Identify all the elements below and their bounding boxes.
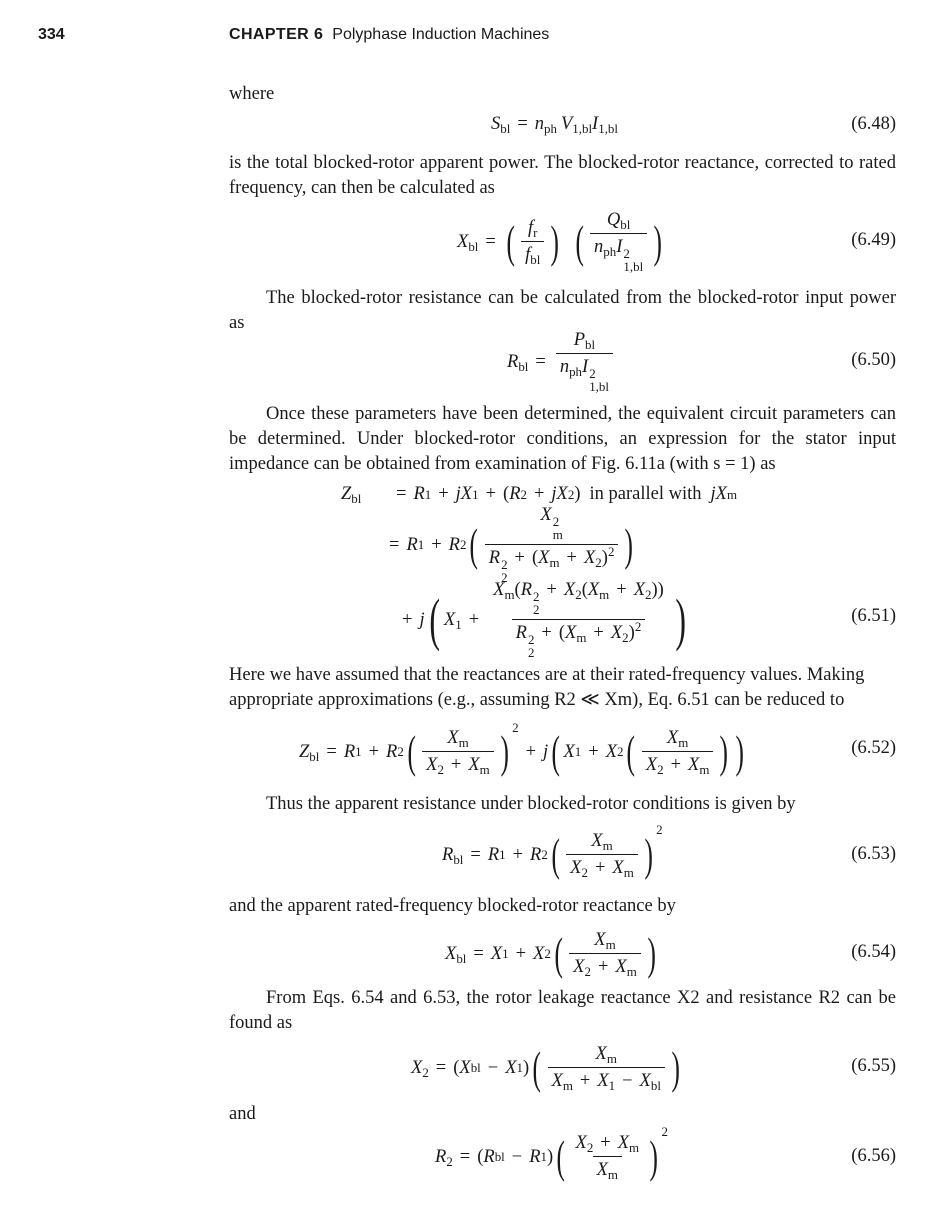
equation-6-49-body: $X_{bl}$ = ( $\frac{f_r}{f_{bl}}$ ) ( $Q_{bl}$ $n_{ph}I$ 2 1,bl ) — [457, 210, 663, 275]
equation-6-54 — [229, 922, 896, 986]
equation-number: (6.51) — [851, 606, 896, 626]
equation-number: (6.56) — [851, 1146, 896, 1166]
paragraph-blocked-rotor-apparent-power: is the total blocked-rotor apparent power. The blocked-rotor reactance, corrected to rated frequency, can then be calculated as — [229, 153, 896, 198]
equation-number: (6.50) — [851, 350, 896, 370]
equation-6-49 — [229, 208, 896, 276]
equation-6-52 — [229, 720, 896, 784]
paragraph-equivalent-circuit: Once these parameters have been determined, the equivalent circuit parameters can be determined. Under blocked-rotor conditions, an expression for the stator input impedance can be obtained from examination of Fig. 6.11a (with s = 1) as — [229, 404, 896, 474]
paragraph-and: and — [229, 1104, 256, 1124]
equation-6-51-line-1: $Z_{bl}$ = R 1 + j X 1 + ( R 2 + j X 2 ) in parallel with j X m — [341, 484, 738, 506]
equation-6-53-body: $R_{bl}$ = R 1 + R 2 ( $\frac{X_m}{X_2 + X_m}$ ) 2 — [442, 822, 663, 880]
paragraph-apparent-reactance: and the apparent rated-frequency blocked-rotor reactance by — [229, 896, 676, 916]
equation-6-54-body: $X_{bl}$ = X 1 + X 2 ( $\frac{X_m}{X_2 + X_m}$ ) — [445, 928, 656, 979]
running-header — [0, 26, 936, 48]
equation-6-56 — [229, 1124, 896, 1190]
chapter-heading — [229, 26, 549, 44]
equation-number: (6.52) — [851, 738, 896, 758]
paragraph-rotor-leakage: From Eqs. 6.54 and 6.53, the rotor leakage reactance X2 and resistance R2 can be found as — [229, 988, 896, 1033]
in-parallel-text: in parallel with — [589, 484, 702, 504]
equation-6-55-body: $X_2$ = ( X bl − X 1 ) ( $\frac{X_m}{X_m + X_1 - X_{bl}}$ ) — [411, 1042, 680, 1093]
paragraph-approximations-line-2: appropriate approximations (e.g., assuming R2 ≪ Xm), Eq. 6.51 can be reduced to — [229, 690, 845, 710]
equation-6-51 — [229, 484, 896, 660]
paragraph-apparent-resistance: Thus the apparent resistance under blocked-rotor conditions is given by — [266, 794, 796, 814]
equation-number: (6.49) — [851, 230, 896, 250]
equation-6-51-line-2: = R 1 + R 2 ( X 2 m R 2 2 + $(X_m + X_2)^2$ ) — [389, 505, 634, 586]
chapter-title: Polyphase Induction Machines — [332, 26, 550, 43]
page-number: 334 — [38, 26, 65, 43]
chapter-label: CHAPTER 6 — [229, 26, 324, 43]
equation-number: (6.55) — [851, 1056, 896, 1076]
equation-6-48-body: $S_{bl}$ = $n_{ph}$ $V_{1,bl}I_{1,bl}$ — [491, 114, 618, 136]
equation-6-51-line-3: + j ( $X_1$ + $X_m(R$ 2 2 + $X_2(X_m + X_2)$) R 2 2 + $(X_m + X_2)^2$ ) — [402, 580, 686, 661]
equation-6-55 — [229, 1036, 896, 1100]
equation-number: (6.53) — [851, 844, 896, 864]
equation-number: (6.54) — [851, 942, 896, 962]
paragraph-blocked-rotor-resistance: The blocked-rotor resistance can be calculated from the blocked-rotor input power as — [229, 288, 896, 333]
paragraph-approximations-line-1: Here we have assumed that the reactances are at their rated-frequency values. Making — [229, 665, 865, 685]
equation-6-52-body: $Z_{bl}$ = R 1 + R 2 ( $\frac{X_m}{X_2 + X_m}$ ) 2 + j ( X 1 + X 2 ( $\frac{X_m}{X_2 + X_m}$ ) ) — [299, 720, 744, 777]
equation-6-48 — [229, 112, 896, 142]
equation-6-50-body: $R_{bl}$ = $P_{bl}$ $n_{ph}I$ 2 1,bl — [507, 334, 616, 390]
equation-number: (6.48) — [851, 114, 896, 134]
paragraph-where: where — [229, 84, 275, 104]
equation-6-53 — [229, 822, 896, 888]
equation-6-56-body: $R_2$ = ( R bl − R 1 ) ( $\frac{X_2 + X_m}{X_m}$ ) 2 — [435, 1124, 668, 1182]
equation-6-50 — [229, 330, 896, 395]
